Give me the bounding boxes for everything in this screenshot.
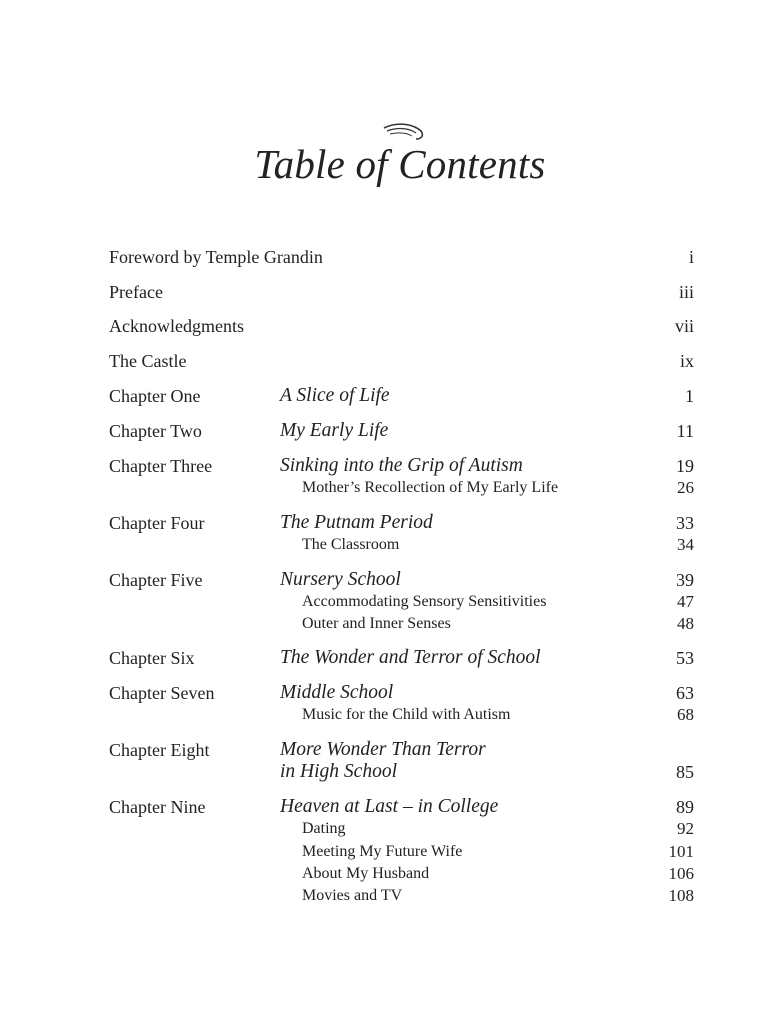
chapter-title: Middle School xyxy=(280,682,394,703)
page-number: 89 xyxy=(676,797,694,817)
toc-entry xyxy=(109,350,694,372)
chapter-title: My Early Life xyxy=(280,420,389,441)
section-entry xyxy=(109,864,694,884)
section-title: Movies and TV xyxy=(302,887,403,904)
page-number: 68 xyxy=(677,705,694,724)
chapter-label: Chapter Five xyxy=(109,570,203,590)
chapter-title: Nursery School xyxy=(280,569,401,590)
page-number: 26 xyxy=(677,478,694,497)
chapter-title: Heaven at Last – in College xyxy=(280,796,499,817)
chapter-title: More Wonder Than Terror xyxy=(280,739,486,760)
chapter-label: Chapter Seven xyxy=(109,683,215,703)
section-title: About My Husband xyxy=(302,865,430,882)
chapter-entry xyxy=(109,796,694,818)
chapter-entry xyxy=(109,682,694,704)
chapter-entry-continued xyxy=(109,761,694,783)
page-number: 33 xyxy=(676,513,694,533)
toc-entry xyxy=(109,246,694,268)
section-entry xyxy=(109,705,694,725)
section-entry xyxy=(109,535,694,555)
section-title: The Classroom xyxy=(302,536,400,553)
page-number: 101 xyxy=(668,842,694,861)
section-entry xyxy=(109,478,694,498)
section-title: Mother’s Recollection of My Early Life xyxy=(302,479,559,496)
section-entry xyxy=(109,819,694,839)
page-number: 63 xyxy=(676,683,694,703)
section-entry xyxy=(109,592,694,612)
toc-entry xyxy=(109,315,694,337)
chapter-title: The Putnam Period xyxy=(280,512,433,533)
page-number: vii xyxy=(674,316,694,336)
section-title: Accommodating Sensory Sensitivities xyxy=(302,593,547,610)
toc-entry xyxy=(109,281,694,303)
page-number: ix xyxy=(679,351,694,371)
page-number: 34 xyxy=(677,535,694,554)
entry-label: Foreword by Temple Grandin xyxy=(109,247,323,267)
chapter-label: Chapter Nine xyxy=(109,797,206,817)
page-number: 108 xyxy=(668,886,694,905)
chapter-entry xyxy=(109,420,694,442)
entry-label: Preface xyxy=(109,282,163,302)
section-title: Dating xyxy=(302,820,346,837)
chapter-entry xyxy=(109,647,694,669)
page-number: 85 xyxy=(676,762,694,782)
chapter-label: Chapter Two xyxy=(109,421,202,441)
section-title: Music for the Child with Autism xyxy=(302,706,511,723)
page-number: 1 xyxy=(685,386,694,406)
chapter-label: Chapter One xyxy=(109,386,201,406)
page-number: 47 xyxy=(677,592,694,611)
chapter-title: Sinking into the Grip of Autism xyxy=(280,455,523,476)
chapter-entry xyxy=(109,569,694,591)
page-number: i xyxy=(688,247,694,267)
page-number: 11 xyxy=(676,421,694,441)
entry-label: The Castle xyxy=(109,351,187,371)
page-number: 19 xyxy=(676,456,694,476)
page-number: 106 xyxy=(668,864,694,883)
chapter-entry xyxy=(109,739,694,761)
page-number: iii xyxy=(678,282,694,302)
page-number: 92 xyxy=(677,819,694,838)
chapter-title-line2: in High School xyxy=(280,761,397,782)
page-number: 48 xyxy=(677,614,694,633)
page-title: Table of Contents xyxy=(254,141,546,187)
chapter-entry xyxy=(109,455,694,477)
section-title: Outer and Inner Senses xyxy=(302,615,451,632)
section-title: Meeting My Future Wife xyxy=(302,843,463,860)
chapter-label: Chapter Eight xyxy=(109,740,210,760)
chapter-entry xyxy=(109,512,694,534)
chapter-label: Chapter Six xyxy=(109,648,195,668)
chapter-label: Chapter Three xyxy=(109,456,213,476)
chapter-label: Chapter Four xyxy=(109,513,205,533)
section-entry xyxy=(109,614,694,634)
section-entry xyxy=(109,886,694,906)
page-number: 39 xyxy=(676,570,694,590)
entry-label: Acknowledgments xyxy=(109,316,244,336)
chapter-entry xyxy=(109,385,694,407)
chapter-title: A Slice of Life xyxy=(280,385,390,406)
section-entry xyxy=(109,842,694,862)
chapter-title: The Wonder and Terror of School xyxy=(280,647,541,668)
page-number: 53 xyxy=(676,648,694,668)
